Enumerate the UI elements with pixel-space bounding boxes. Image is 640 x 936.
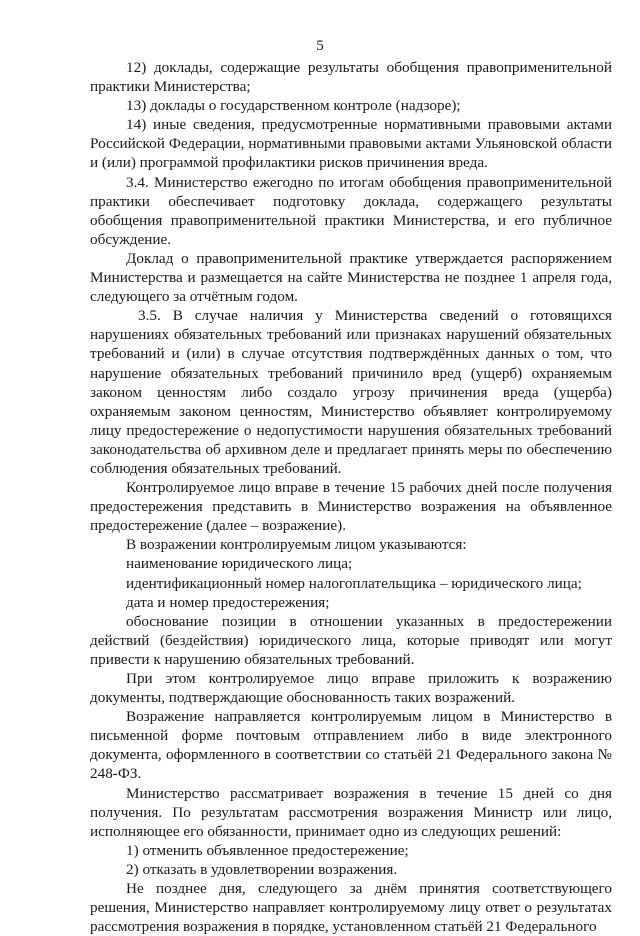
paragraph: 12) доклады, содержащие результаты обобщения правоприменительной практики Министерства; [90, 59, 612, 96]
paragraph: Возражение направляется контролируемым лицом в Министерство в письменной форме почтовым отправлением либо в виде электронного документа, оформленного в соответствии со статьёй 21 Федерального закона № 248-ФЗ. [90, 708, 612, 783]
paragraph: 1) отменить объявленное предостережение; [126, 841, 409, 859]
paragraph: дата и номер предостережения; [126, 593, 330, 611]
paragraph: Контролируемое лицо вправе в течение 15 рабочих дней после получения предостережения представить в Министерство возражения на объявленное предостережение (далее – возражение). [90, 479, 612, 535]
paragraph: 3.4. Министерство ежегодно по итогам обобщения правоприменительной практики обеспечивает подготовку доклада, содержащего результаты обобщения правоприменительной практики Министерства, и его публичное обсуждение. [90, 173, 612, 248]
paragraph: Не позднее дня, следующего за днём принятия соответствующего решения, Министерство направляет контролируемому лицу ответ о результатах рассмотрения возражения в порядке, установленном статьёй 21 Федерального [90, 880, 612, 936]
paragraph: наименование юридического лица; [126, 555, 353, 573]
paragraph: идентификационный номер налогоплательщика – юридического лица; [126, 574, 582, 592]
page-number: 5 [316, 38, 324, 54]
paragraph: Министерство рассматривает возражения в течение 15 дней со дня получения. По результатам рассмотрения возражения Министр или лицо, исполняющее его обязанности, принимает одно из следующих решений: [90, 784, 612, 840]
paragraph: В возражении контролируемым лицом указываются: [126, 536, 467, 554]
paragraph: Доклад о правоприменительной практике утверждается распоряжением Министерства и размещается на сайте Министерства не позднее 1 апреля года, следующего за отчётным годом. [90, 249, 612, 306]
paragraph: 14) иные сведения, предусмотренные нормативными правовыми актами Российской Федерации, нормативными правовыми актами Ульяновской области и (или) программой профилактики рисков причинения вреда. [90, 116, 612, 172]
paragraph: 2) отказать в удовлетворении возражения. [126, 860, 398, 878]
document-body [90, 58, 612, 936]
paragraph: обоснование позиции в отношении указанных в предостережении действий (бездействия) юридического лица, которые приводят или могут привести к нарушению обязательных требований. [90, 612, 612, 668]
paragraph: 3.5. В случае наличия у Министерства сведений о готовящихся нарушениях обязательных требований или признаках нарушений обязательных требований и (или) в случае отсутствия подтверждённых данных о том, что нарушение обязательных требований причинило вред (ущерб) охраняемым законом ценностям либо создало угрозу причинения вреда (ущерба) охраняемым законом ценностям, Министерство объявляет контролируемому лицу предостережение о недопустимости нарушения обязательных требований законодательства об архивном деле и предлагает принять меры по обеспечению соблюдения обязательных требований. [90, 307, 612, 477]
paragraph: 13) доклады о государственном контроле (надзоре); [126, 97, 461, 115]
paragraph: При этом контролируемое лицо вправе приложить к возражению документы, подтверждающие обоснованность таких возражений. [90, 670, 612, 707]
